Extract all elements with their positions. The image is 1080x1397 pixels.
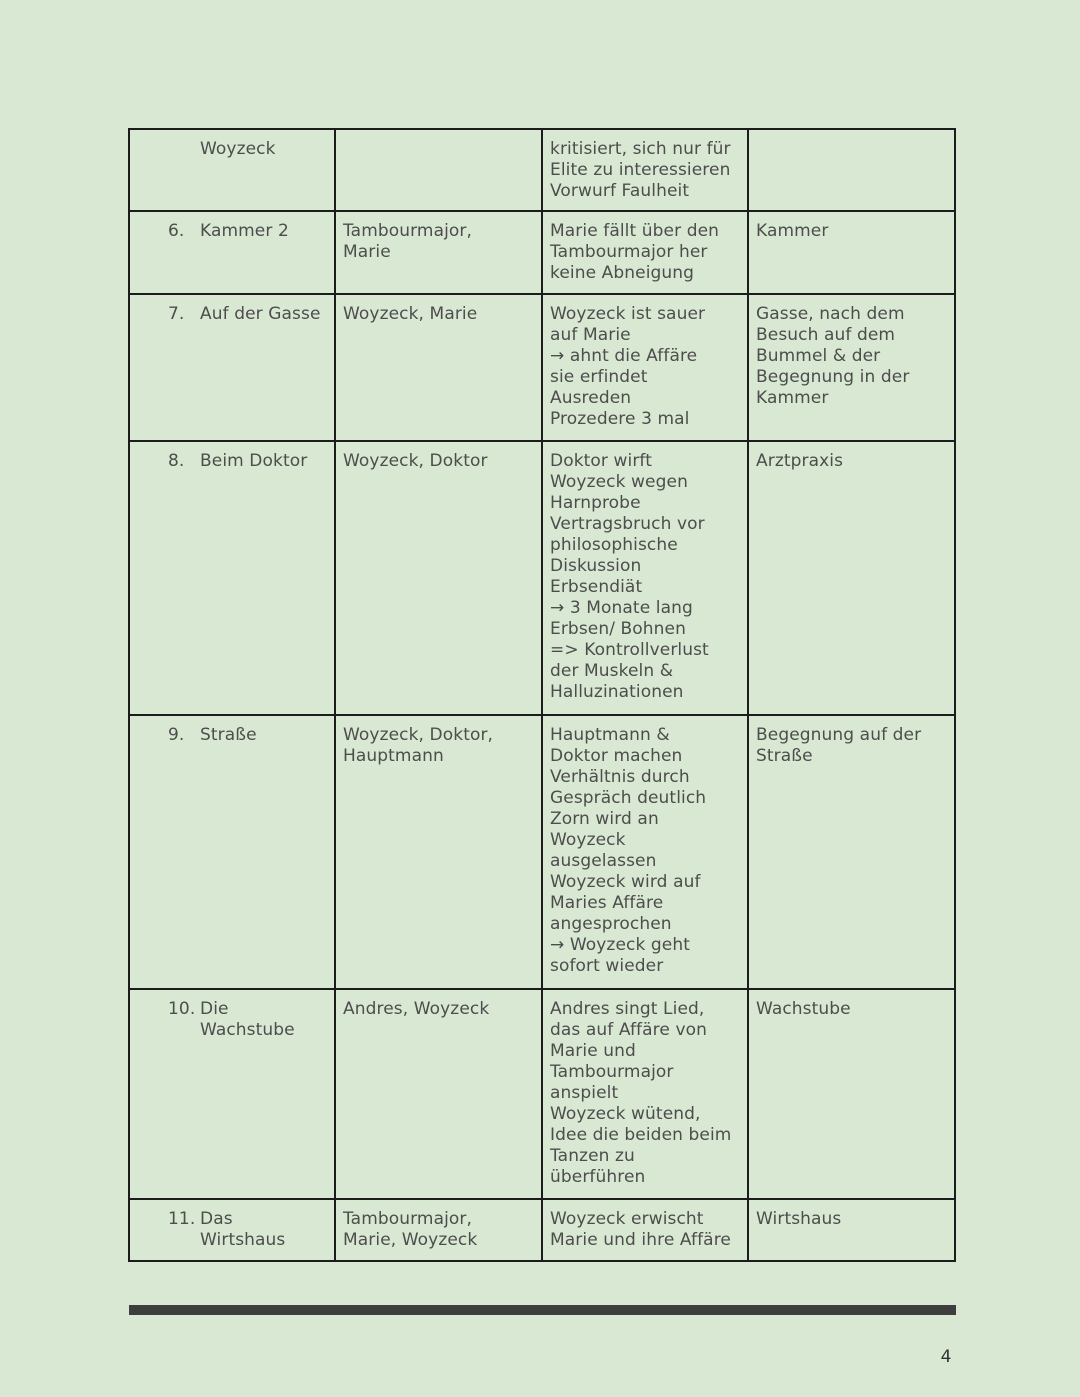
content-cell-line: Marie und ihre Affäre (550, 1230, 731, 1250)
scene-title (200, 451, 327, 472)
persons-cell (335, 211, 542, 294)
table-row (129, 441, 955, 715)
persons-cell (335, 715, 542, 989)
content-cell-line: anspielt (550, 1083, 619, 1103)
table-row (129, 1199, 955, 1261)
scene-title-line: Die (200, 999, 229, 1019)
scene-cell (129, 129, 335, 211)
persons-cell (335, 1199, 542, 1261)
scene-cell (129, 989, 335, 1199)
place-cell-line: Kammer (756, 221, 829, 241)
content-cell-line: Tanzen zu (550, 1146, 635, 1166)
scene-number: 8. (168, 451, 185, 471)
scene-cell (129, 715, 335, 989)
persons-cell-line: Woyzeck, Marie (343, 304, 478, 324)
content-cell-line: Erbsendiät (550, 577, 643, 597)
content-cell-line: Tambourmajor (550, 1062, 674, 1082)
persons-cell-line: Marie, Woyzeck (343, 1230, 478, 1250)
persons-cell-line: Woyzeck, Doktor (343, 451, 488, 471)
scene-title-line: Das (200, 1209, 233, 1229)
scene-number: 10. (168, 999, 196, 1019)
table-row (129, 715, 955, 989)
place-cell (748, 211, 955, 294)
persons-cell-line: Andres, Woyzeck (343, 999, 490, 1019)
scene-title-line: Woyzeck (200, 139, 276, 159)
content-cell-line: Doktor wirft (550, 451, 652, 471)
content-cell-line: Vertragsbruch vor (550, 514, 705, 534)
content-cell-line: ausgelassen (550, 851, 657, 871)
scene-number: 9. (168, 725, 185, 745)
scene-number: 6. (168, 221, 185, 241)
persons-cell (335, 129, 542, 211)
page-number: 4 (940, 1347, 952, 1367)
persons-cell-line: Woyzeck, Doktor, (343, 725, 494, 745)
scene-title (200, 999, 327, 1041)
place-cell-line: Wirtshaus (756, 1209, 842, 1229)
content-cell-line: Harnprobe (550, 493, 641, 513)
footer-divider (129, 1305, 956, 1315)
place-cell-line: Begegnung in der (756, 367, 910, 387)
content-cell-line: überführen (550, 1167, 646, 1187)
persons-cell (335, 989, 542, 1199)
scene-title (200, 221, 327, 242)
content-cell-line: Halluzinationen (550, 682, 684, 702)
content-cell (542, 441, 748, 715)
scene-title-line: Beim Doktor (200, 451, 308, 471)
persons-cell-line: Hauptmann (343, 746, 444, 766)
place-cell-line: Bummel & der (756, 346, 881, 366)
scene-title-line: Wirtshaus (200, 1230, 286, 1250)
scene-title (200, 304, 327, 325)
place-cell-line: Begegnung auf der (756, 725, 922, 745)
content-cell-line: Woyzeck wegen (550, 472, 688, 492)
scene-title-line: Auf der Gasse (200, 304, 321, 324)
place-cell-line: Kammer (756, 388, 829, 408)
content-cell (542, 989, 748, 1199)
scene-number: 7. (168, 304, 185, 324)
place-cell (748, 129, 955, 211)
content-cell-line: auf Marie (550, 325, 631, 345)
content-cell-line: Tambourmajor her (550, 242, 708, 262)
table-row (129, 211, 955, 294)
scene-cell (129, 211, 335, 294)
content-cell-line: → Woyzeck geht (550, 935, 690, 955)
scene-title (200, 139, 327, 160)
content-cell-line: Woyzeck wütend, (550, 1104, 701, 1124)
place-cell-line: Straße (756, 746, 813, 766)
place-cell-line: Arztpraxis (756, 451, 844, 471)
content-cell-line: kritisiert, sich nur für (550, 139, 731, 159)
scene-title (200, 1209, 327, 1251)
content-cell (542, 129, 748, 211)
content-cell-line: Gespräch deutlich (550, 788, 707, 808)
scene-title-line: Straße (200, 725, 257, 745)
content-cell-line: Diskussion (550, 556, 642, 576)
content-cell-line: keine Abneigung (550, 263, 695, 283)
persons-cell (335, 441, 542, 715)
content-cell-line: der Muskeln & (550, 661, 674, 681)
content-cell (542, 1199, 748, 1261)
content-cell-line: Woyzeck ist sauer (550, 304, 706, 324)
scene-table-body (129, 129, 955, 1261)
content-cell (542, 294, 748, 441)
content-cell-line: sofort wieder (550, 956, 664, 976)
place-cell (748, 1199, 955, 1261)
content-cell-line: Prozedere 3 mal (550, 409, 690, 429)
place-cell-line: Besuch auf dem (756, 325, 896, 345)
scene-number: 11. (168, 1209, 196, 1229)
content-cell-line: → ahnt die Affäre (550, 346, 698, 366)
scene-cell (129, 441, 335, 715)
persons-cell (335, 294, 542, 441)
content-cell-line: Maries Affäre (550, 893, 664, 913)
persons-cell-line: Tambourmajor, (343, 221, 472, 241)
content-cell-line: Marie fällt über den (550, 221, 720, 241)
content-cell-line: Woyzeck erwischt (550, 1209, 704, 1229)
content-cell-line: Woyzeck (550, 830, 626, 850)
persons-cell-line: Tambourmajor, (343, 1209, 472, 1229)
content-cell-line: Zorn wird an (550, 809, 659, 829)
content-cell-line: Andres singt Lied, (550, 999, 705, 1019)
place-cell (748, 715, 955, 989)
scene-cell (129, 294, 335, 441)
content-cell (542, 211, 748, 294)
content-cell (542, 715, 748, 989)
content-cell-line: Elite zu interessieren (550, 160, 731, 180)
scene-table (128, 128, 956, 1262)
content-cell-line: das auf Affäre von (550, 1020, 707, 1040)
content-cell-line: Verhältnis durch (550, 767, 690, 787)
place-cell (748, 989, 955, 1199)
table-row (129, 989, 955, 1199)
content-cell-line: Idee die beiden beim (550, 1125, 732, 1145)
scene-title-line: Kammer 2 (200, 221, 289, 241)
content-cell-line: Ausreden (550, 388, 632, 408)
content-cell-line: Vorwurf Faulheit (550, 181, 690, 201)
content-cell-line: sie erfindet (550, 367, 648, 387)
place-cell (748, 294, 955, 441)
scene-title-line: Wachstube (200, 1020, 295, 1040)
content-cell-line: Woyzeck wird auf (550, 872, 701, 892)
content-cell-line: => Kontrollverlust (550, 640, 709, 660)
content-cell-line: angesprochen (550, 914, 672, 934)
content-cell-line: philosophische (550, 535, 678, 555)
persons-cell-line: Marie (343, 242, 391, 262)
content-cell-line: Doktor machen (550, 746, 683, 766)
content-cell-line: → 3 Monate lang (550, 598, 693, 618)
place-cell-line: Gasse, nach dem (756, 304, 905, 324)
scene-number (130, 139, 200, 160)
table-row (129, 294, 955, 441)
scene-cell (129, 1199, 335, 1261)
scene-title (200, 725, 327, 746)
content-cell-line: Marie und (550, 1041, 636, 1061)
table-row (129, 129, 955, 211)
place-cell (748, 441, 955, 715)
place-cell-line: Wachstube (756, 999, 851, 1019)
content-cell-line: Erbsen/ Bohnen (550, 619, 686, 639)
content-cell-line: Hauptmann & (550, 725, 670, 745)
